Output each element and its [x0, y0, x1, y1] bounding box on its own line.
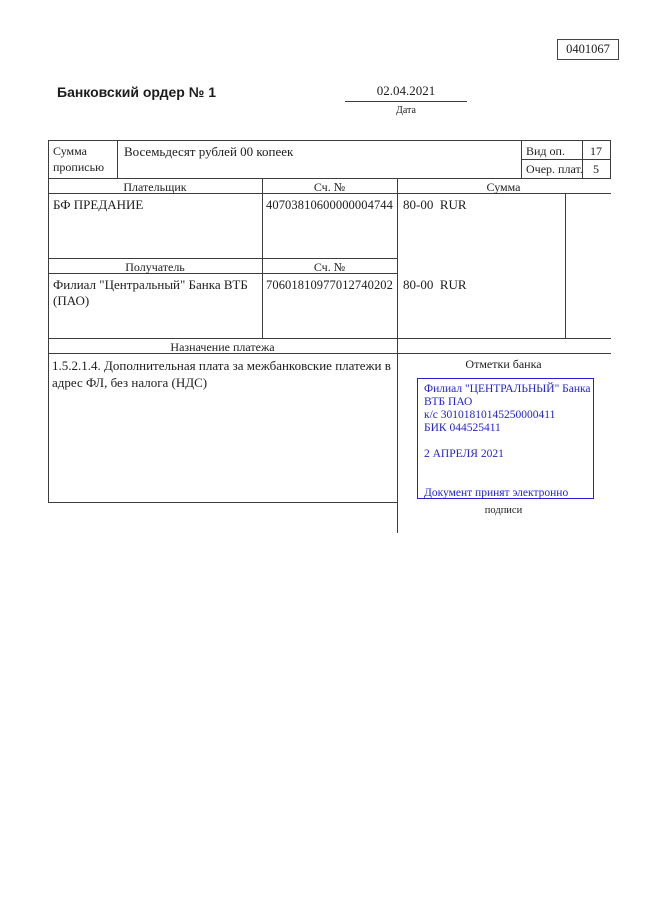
grid-hline [48, 338, 611, 339]
grid-vline [262, 178, 263, 338]
payer-name: БФ ПРЕДАНИЕ [53, 197, 144, 212]
grid-hline [48, 178, 611, 179]
grid-vline [565, 193, 566, 338]
amount-words-label-line2: прописью [53, 160, 105, 174]
amount-words-value: Восемьдесят рублей 00 копеек [124, 144, 294, 159]
bank-stamp [417, 378, 594, 499]
grid-vline [610, 140, 611, 178]
stamp-line: ВТБ ПАО [424, 396, 473, 408]
payer-account: 40703810600000004744 [266, 198, 393, 212]
stamp-line: Филиал "ЦЕНТРАЛЬНЫЙ" Банка [424, 383, 591, 395]
stamp-line: Документ принят электронно [424, 487, 569, 499]
payee-account: 70601810977012740202 [266, 278, 393, 292]
grid-hline [521, 159, 611, 160]
stamp-line [424, 474, 587, 487]
stamp-line [424, 435, 587, 448]
payee-account-column-header: Сч. № [313, 260, 346, 274]
payee-amount: 80-00 RUR [403, 277, 467, 292]
date-value: 02.04.2021 [376, 83, 436, 98]
op-type-value: 17 [590, 144, 602, 158]
payer-column-header: Плательщик [123, 180, 187, 194]
grid-hline [48, 502, 398, 503]
grid-vline [48, 140, 49, 502]
payer-account-column-header: Сч. № [313, 180, 346, 194]
purpose-text: 1.5.2.1.4. Дополнительная плата за межбанковские платежи в адрес ФЛ, без налога (НДС) [52, 358, 391, 390]
grid-hline [48, 140, 611, 141]
stamp-line: к/с 30101810145250000411 [424, 409, 556, 421]
grid-vline [117, 140, 118, 178]
form-code: 0401067 [566, 42, 610, 56]
sum-column-header: Сумма [486, 180, 521, 194]
op-priority-value: 5 [593, 162, 599, 176]
form-code-box [557, 39, 619, 60]
grid-vline [521, 140, 522, 178]
stamp-line [424, 461, 587, 474]
op-type-label: Вид оп. [526, 144, 565, 158]
grid-vline [397, 178, 398, 533]
payee-name: Филиал "Центральный" Банка ВТБ (ПАО) [53, 277, 248, 308]
bank-marks-header: Отметки банка [465, 357, 542, 371]
op-priority-label: Очер. плат. [526, 162, 583, 176]
payer-amount: 80-00 RUR [403, 197, 467, 212]
amount-words-label-line1: Сумма [53, 144, 87, 158]
payee-column-header: Получатель [125, 260, 185, 274]
stamp-line: БИК 044525411 [424, 422, 501, 434]
grid-hline [48, 258, 397, 259]
stamp-line: 2 АПРЕЛЯ 2021 [424, 448, 504, 460]
signatures-label: подписи [484, 505, 523, 516]
document-title: Банковский ордер № 1 [57, 84, 216, 100]
purpose-header: Назначение платежа [170, 340, 275, 354]
date-label: Дата [396, 105, 416, 116]
date-underline [345, 101, 467, 102]
